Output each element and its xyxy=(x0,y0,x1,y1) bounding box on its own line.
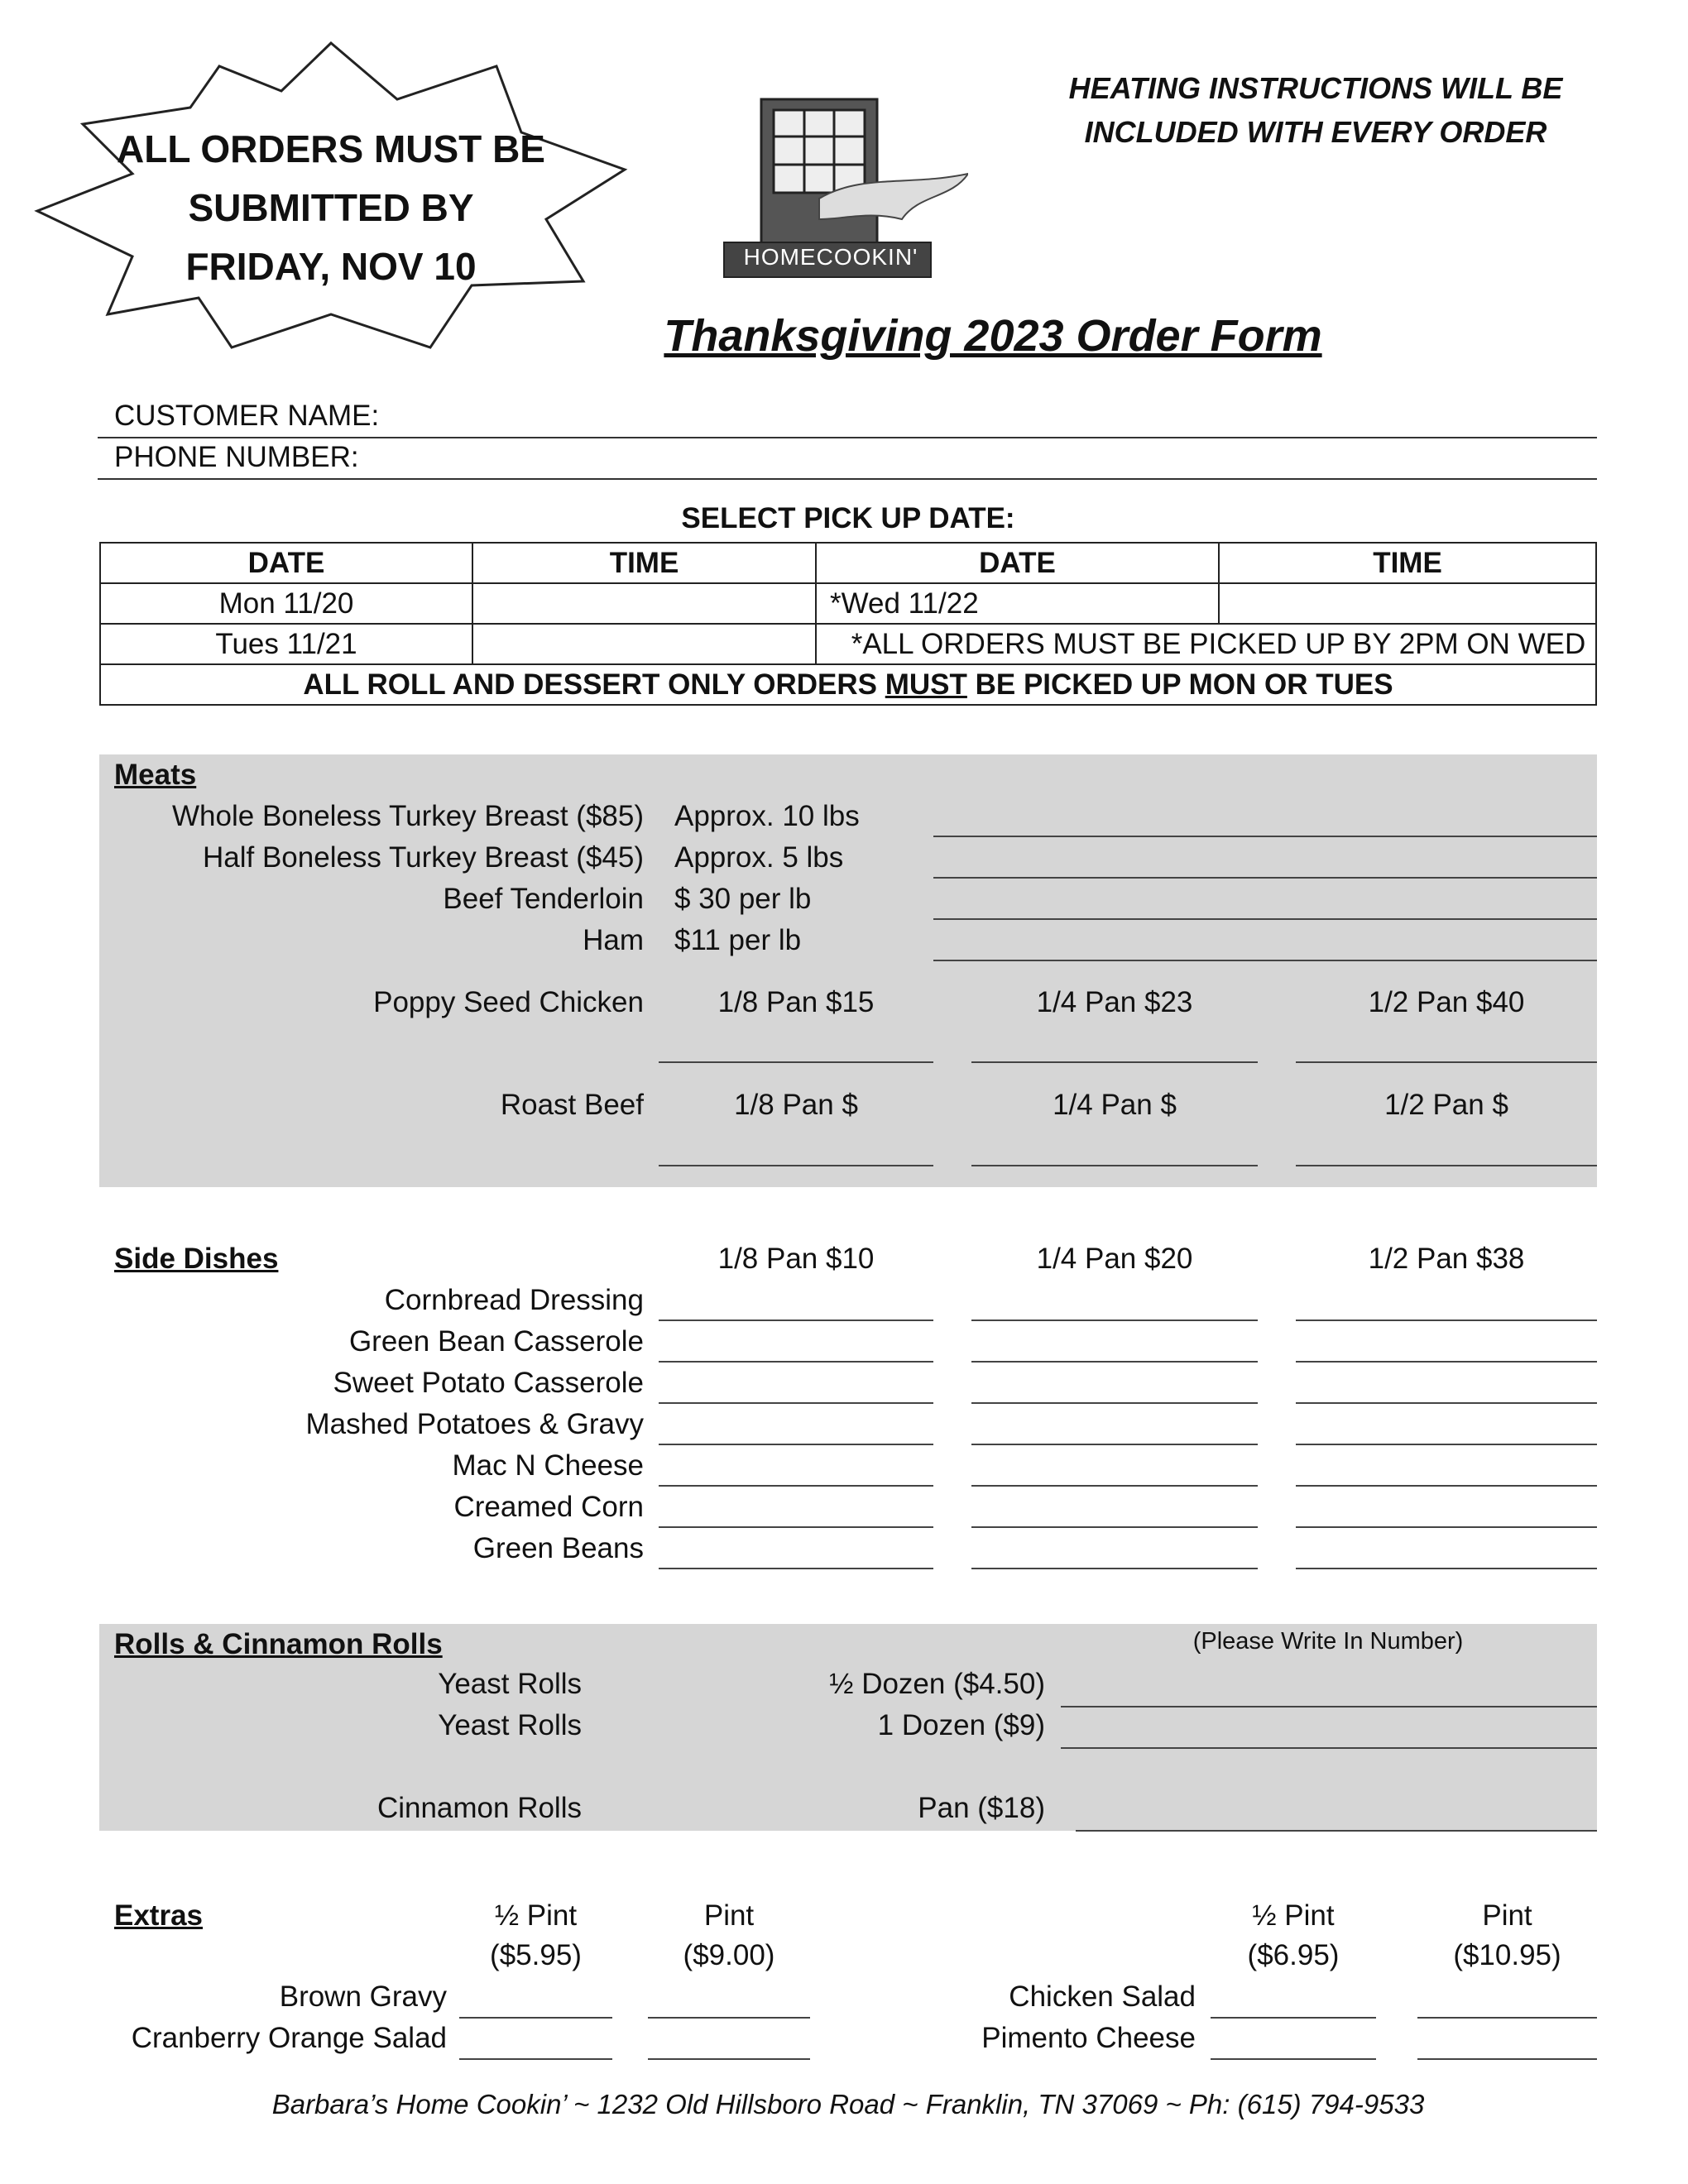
side-dish-order-line[interactable] xyxy=(971,1320,1258,1321)
rolls-heading: Rolls & Cinnamon Rolls xyxy=(114,1628,443,1660)
extras-order-line[interactable] xyxy=(648,2017,810,2019)
page-title: Thanksgiving 2023 Order Form xyxy=(664,311,1322,361)
pan-order-line[interactable] xyxy=(971,1061,1258,1063)
phone-number-label: PHONE NUMBER: xyxy=(114,441,359,473)
pickup-date-tues: Tues 11/21 xyxy=(100,624,472,664)
extras-item-name: Brown Gravy xyxy=(279,1980,447,2013)
pan-quarter-label: 1/4 Pan $ xyxy=(1053,1089,1177,1121)
deadline-line-1: ALL ORDERS MUST BE xyxy=(117,127,545,170)
roll-item-name: Yeast Rolls xyxy=(438,1668,582,1700)
extras-order-line[interactable] xyxy=(459,2017,612,2019)
extras-order-line[interactable] xyxy=(648,2058,810,2060)
pan-item-name: Roast Beef xyxy=(500,1089,644,1121)
pickup-time-mon[interactable] xyxy=(472,583,816,624)
pickup-row xyxy=(100,583,1596,624)
meat-item-detail: $ 30 per lb xyxy=(674,883,812,915)
side-dish-order-line[interactable] xyxy=(659,1485,933,1487)
side-dish-name: Cornbread Dressing xyxy=(384,1284,644,1316)
pan-order-line[interactable] xyxy=(659,1165,933,1166)
side-dish-order-line[interactable] xyxy=(1296,1485,1597,1487)
pan-quarter-label: 1/4 Pan $23 xyxy=(1036,986,1193,1018)
deadline-notice xyxy=(108,120,554,296)
pan-order-line[interactable] xyxy=(971,1165,1258,1166)
phone-number-line[interactable] xyxy=(98,478,1597,480)
roll-item-name: Cinnamon Rolls xyxy=(376,1792,582,1824)
pickup-row xyxy=(100,624,1596,664)
heating-line-2: INCLUDED WITH EVERY ORDER xyxy=(1084,115,1547,149)
meats-heading: Meats xyxy=(114,759,197,791)
extras-order-line[interactable] xyxy=(1417,2058,1597,2060)
pan-eighth-label: 1/8 Pan $ xyxy=(734,1089,858,1121)
business-address-footer: Barbara’s Home Cookin’ ~ 1232 Old Hillsboro Road ~ Franklin, TN 37069 ~ Ph: (615) 794-9533 xyxy=(271,2089,1425,2119)
side-dish-name: Creamed Corn xyxy=(453,1491,644,1523)
side-dish-order-line[interactable] xyxy=(659,1568,933,1569)
extras-item-name: Chicken Salad xyxy=(1009,1980,1196,2013)
logo-brand-text: HOMECOOKIN' xyxy=(743,244,918,270)
deadline-line-2: SUBMITTED BY xyxy=(188,186,474,229)
meat-item-name: Beef Tenderloin xyxy=(443,883,644,915)
pickup-rolls-notice-must: MUST xyxy=(885,668,967,701)
pan-order-line[interactable] xyxy=(659,1061,933,1063)
pickup-date-mon: Mon 11/20 xyxy=(100,583,472,624)
meat-order-line[interactable] xyxy=(933,960,1597,961)
meat-item-name: Whole Boneless Turkey Breast ($85) xyxy=(172,800,644,832)
roll-order-line[interactable] xyxy=(1076,1830,1597,1832)
roll-order-line[interactable] xyxy=(1061,1747,1597,1749)
side-dish-order-line[interactable] xyxy=(1296,1444,1597,1445)
side-dish-name: Sweet Potato Casserole xyxy=(333,1367,644,1399)
side-dish-name: Green Bean Casserole xyxy=(348,1325,644,1358)
roll-item-size: 1 Dozen ($9) xyxy=(877,1709,1045,1741)
pickup-table xyxy=(99,542,1597,706)
side-dish-order-line[interactable] xyxy=(1296,1568,1597,1569)
deadline-line-3: FRIDAY, NOV 10 xyxy=(185,245,477,288)
extras-item-name: Cranberry Orange Salad xyxy=(131,2022,447,2054)
extras-right-pint-label: Pint xyxy=(1482,1899,1532,1932)
extras-left-pint-price: ($9.00) xyxy=(683,1939,775,1971)
pickup-header-time-1: TIME xyxy=(472,543,816,583)
customer-name-label: CUSTOMER NAME: xyxy=(114,400,380,432)
pan-order-line[interactable] xyxy=(1296,1165,1597,1166)
extras-left-half-price: ($5.95) xyxy=(490,1939,582,1971)
extras-right-half-price: ($6.95) xyxy=(1247,1939,1340,1971)
side-dish-order-line[interactable] xyxy=(1296,1361,1597,1363)
pan-order-line[interactable] xyxy=(1296,1061,1597,1063)
side-dish-order-line[interactable] xyxy=(971,1444,1258,1445)
pickup-header-date-2: DATE xyxy=(816,543,1219,583)
pickup-footer-row xyxy=(100,664,1596,705)
extras-right-pint-price: ($10.95) xyxy=(1453,1939,1561,1971)
extras-item-name: Pimento Cheese xyxy=(981,2022,1196,2054)
pan-half-label: 1/2 Pan $ xyxy=(1384,1089,1508,1121)
roll-item-size: ½ Dozen ($4.50) xyxy=(829,1668,1045,1700)
roll-order-line[interactable] xyxy=(1061,1706,1597,1707)
pickup-time-wed[interactable] xyxy=(1219,583,1596,624)
roll-item-name: Yeast Rolls xyxy=(438,1709,582,1741)
side-dish-order-line[interactable] xyxy=(659,1526,933,1528)
pickup-header-date-1: DATE xyxy=(100,543,472,583)
roll-item-size: Pan ($18) xyxy=(918,1792,1045,1824)
meat-item-name: Ham xyxy=(583,924,644,956)
pan-item-name: Poppy Seed Chicken xyxy=(373,986,644,1018)
sides-eighth-label: 1/8 Pan $10 xyxy=(717,1243,875,1275)
heating-notice xyxy=(1043,66,1589,154)
rolls-note: (Please Write In Number) xyxy=(1192,1628,1464,1655)
meat-order-line[interactable] xyxy=(933,918,1597,920)
meat-order-line[interactable] xyxy=(933,836,1597,837)
pickup-header-row xyxy=(100,543,1596,583)
meat-order-line[interactable] xyxy=(933,877,1597,879)
side-dish-order-line[interactable] xyxy=(1296,1320,1597,1321)
sides-heading: Side Dishes xyxy=(114,1243,279,1275)
side-dish-order-line[interactable] xyxy=(659,1402,933,1404)
pickup-rolls-notice xyxy=(100,664,1596,705)
side-dish-order-line[interactable] xyxy=(659,1320,933,1321)
pickup-date-wed: *Wed 11/22 xyxy=(816,583,1219,624)
customer-name-line[interactable] xyxy=(98,437,1597,438)
extras-order-line[interactable] xyxy=(1211,2017,1376,2019)
side-dish-order-line[interactable] xyxy=(1296,1526,1597,1528)
extras-order-line[interactable] xyxy=(1211,2058,1376,2060)
sides-quarter-label: 1/4 Pan $20 xyxy=(1036,1243,1193,1275)
meat-item-detail: Approx. 10 lbs xyxy=(674,800,860,832)
extras-heading: Extras xyxy=(114,1899,204,1932)
meat-item-name: Half Boneless Turkey Breast ($45) xyxy=(202,841,644,874)
side-dish-order-line[interactable] xyxy=(971,1568,1258,1569)
extras-left-half-label: ½ Pint xyxy=(494,1899,578,1932)
pickup-rolls-notice-a: ALL ROLL AND DESSERT ONLY ORDERS xyxy=(303,668,885,701)
side-dish-name: Mac N Cheese xyxy=(452,1449,644,1482)
extras-order-line[interactable] xyxy=(459,2058,612,2060)
side-dish-order-line[interactable] xyxy=(971,1485,1258,1487)
pickup-wed-note: *ALL ORDERS MUST BE PICKED UP BY 2PM ON WED xyxy=(816,624,1596,664)
heating-line-1: HEATING INSTRUCTIONS WILL BE xyxy=(1068,71,1563,105)
extras-right-half-label: ½ Pint xyxy=(1252,1899,1335,1932)
meat-item-detail: Approx. 5 lbs xyxy=(674,841,844,874)
sides-half-label: 1/2 Pan $38 xyxy=(1368,1243,1525,1275)
side-dish-order-line[interactable] xyxy=(971,1402,1258,1404)
pickup-rolls-notice-b: BE PICKED UP MON OR TUES xyxy=(966,668,1393,701)
side-dish-order-line[interactable] xyxy=(971,1526,1258,1528)
side-dish-order-line[interactable] xyxy=(971,1361,1258,1363)
pickup-heading: SELECT PICK UP DATE: xyxy=(681,502,1015,534)
pan-half-label: 1/2 Pan $40 xyxy=(1368,986,1525,1018)
side-dish-name: Mashed Potatoes & Gravy xyxy=(305,1408,644,1440)
meat-item-detail: $11 per lb xyxy=(674,924,802,956)
pickup-header-time-2: TIME xyxy=(1219,543,1596,583)
extras-order-line[interactable] xyxy=(1417,2017,1597,2019)
side-dish-order-line[interactable] xyxy=(659,1361,933,1363)
side-dish-order-line[interactable] xyxy=(1296,1402,1597,1404)
extras-left-pint-label: Pint xyxy=(703,1899,755,1932)
side-dish-order-line[interactable] xyxy=(659,1444,933,1445)
side-dish-name: Green Beans xyxy=(472,1532,644,1564)
pickup-time-tues[interactable] xyxy=(472,624,816,664)
pan-eighth-label: 1/8 Pan $15 xyxy=(717,986,875,1018)
